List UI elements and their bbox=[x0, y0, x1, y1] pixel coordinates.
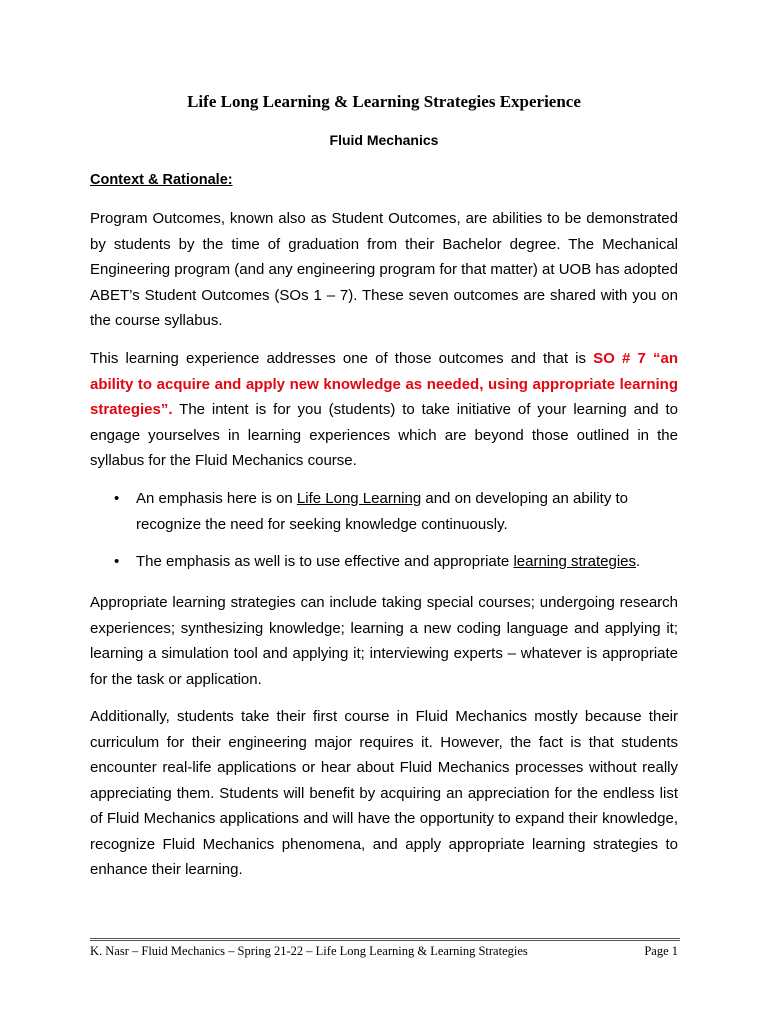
paragraph-rest: The intent is for you (students) to take initiative of your learning and to engage yourselves in learning experiences which are beyond those outlined in the syllabus for the Fluid Mechanics course. bbox=[90, 401, 678, 469]
document-title: Life Long Learning & Learning Strategies Experience bbox=[187, 92, 581, 111]
bullet-icon: • bbox=[114, 553, 120, 570]
paragraph-program-outcomes: Program Outcomes, known also as Student Outcomes, are abilities to be demonstrated by students by the time of graduation from their Bachelor degree. The Mechanical Engineering program (and any engineering program for that matter) at UOB has adopted ABET’s Student Outcomes (SOs 1 – 7). These seven outcomes are shared with you on the course syllabus. bbox=[90, 210, 678, 329]
so-quote: “an ability to acquire and apply new knowledge as needed, using appropriate learning strategies”. bbox=[90, 350, 679, 418]
bullet-underlined: Life Long Learning bbox=[296, 490, 422, 507]
bullet-icon: • bbox=[114, 490, 120, 507]
bullet-text-before: An emphasis here is on bbox=[136, 490, 297, 507]
list-item bbox=[90, 549, 678, 575]
list-item bbox=[90, 486, 678, 537]
emphasis-list bbox=[90, 486, 678, 587]
paragraph-additionally: Additionally, students take their first course in Fluid Mechanics mostly because their curriculum for their engineering major requires it. However, the fact is that students encounter real-life applications or hear about Fluid Mechanics processes without really appreciating them. Students will benefit by acquiring an appreciation for the endless list of Fluid Mechanics applications and will have the opportunity to expand their knowledge, recognize Fluid Mechanics phenomena, and apply appropriate learning strategies to enhance their learning. bbox=[90, 708, 678, 878]
footer-text: K. Nasr – Fluid Mechanics – Spring 21-22 – Life Long Learning & Learning Strategies bbox=[90, 944, 528, 958]
bullet-text-before: The emphasis as well is to use effective and appropriate bbox=[136, 553, 514, 570]
paragraph-intro: This learning experience addresses one of those outcomes and that is bbox=[90, 350, 594, 367]
bullet-underlined: learning strategies bbox=[513, 553, 637, 570]
page-number: Page 1 bbox=[644, 944, 678, 958]
section-heading: Context & Rationale: bbox=[90, 172, 233, 188]
document-subtitle: Fluid Mechanics bbox=[329, 132, 439, 148]
bullet-text-after: and on developing an ability to recognize the need for seeking knowledge continuously. bbox=[136, 490, 629, 533]
footer-divider bbox=[90, 938, 680, 941]
paragraph-learning-strategies: Appropriate learning strategies can include taking special courses; undergoing research experiences; synthesizing knowledge; learning a new coding language and applying it; learning a simulation tool and applying it; interviewing experts – whatever is appropriate for the task or application. bbox=[90, 594, 678, 688]
so-label: SO # 7 bbox=[593, 350, 653, 367]
bullet-text-after: . bbox=[636, 553, 641, 570]
paragraph-learning-experience bbox=[90, 346, 678, 474]
